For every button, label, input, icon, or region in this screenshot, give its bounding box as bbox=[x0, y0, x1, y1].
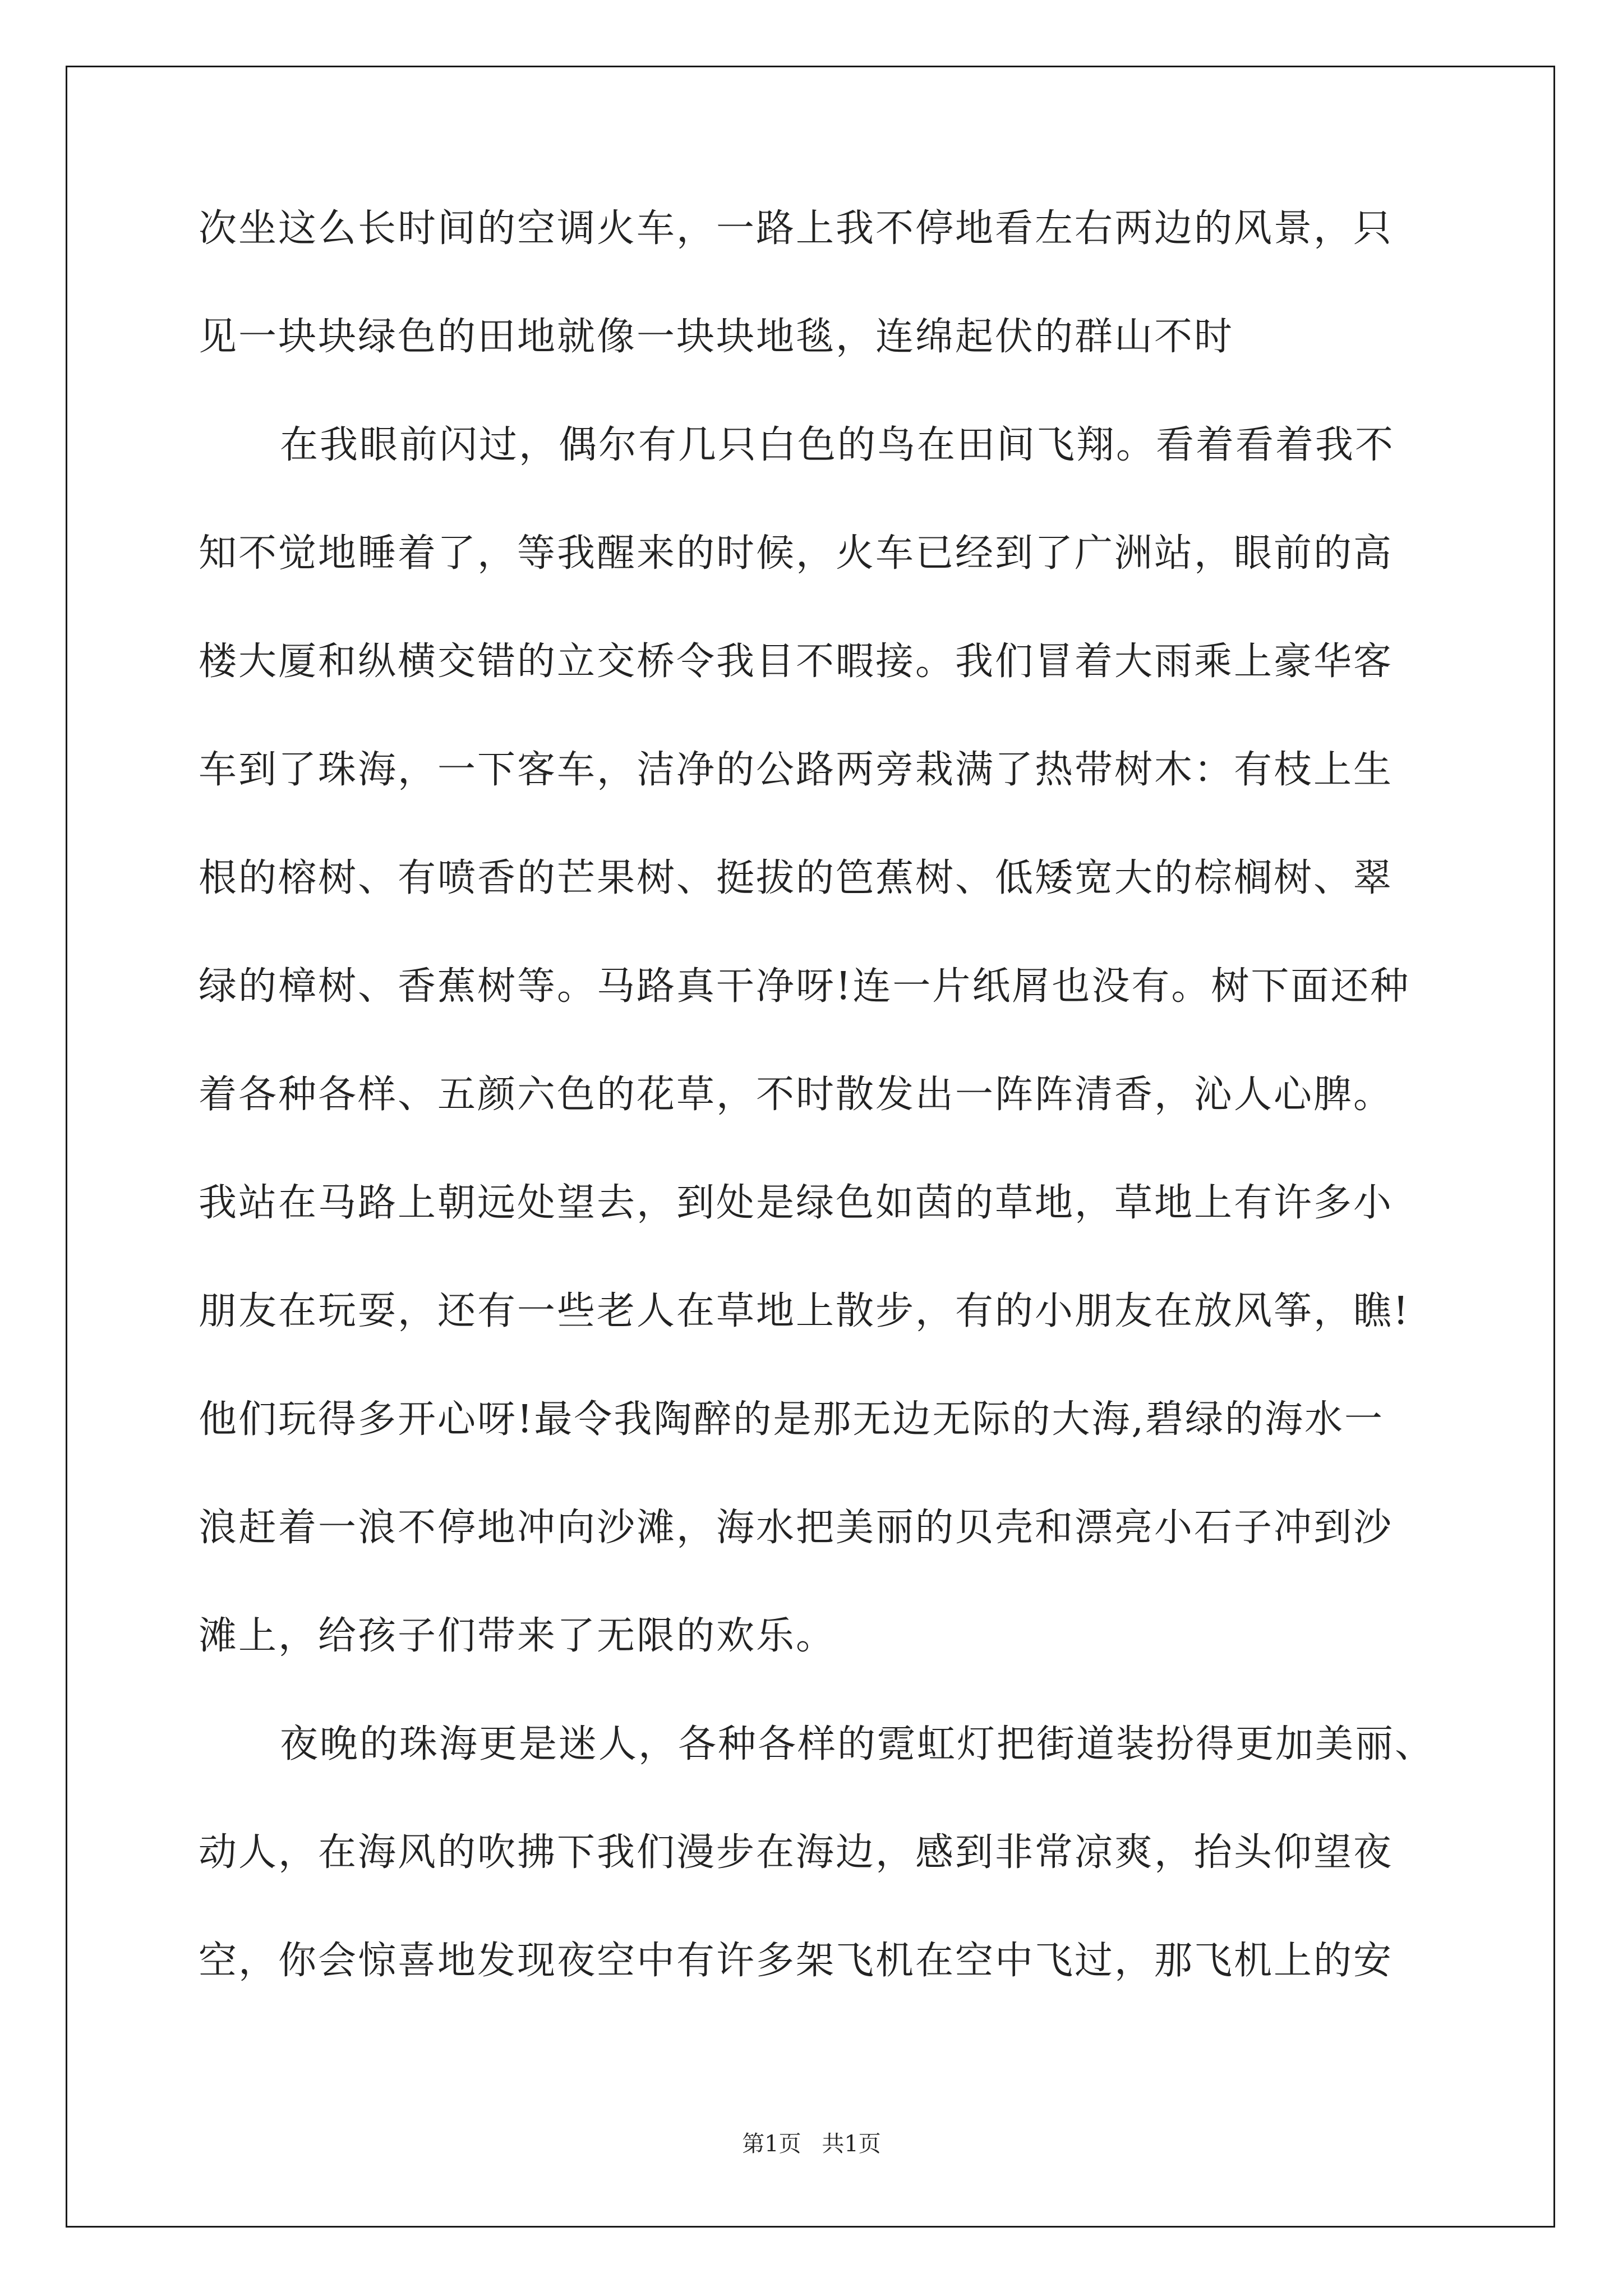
paragraph bbox=[199, 1722, 1435, 2050]
text-line: 次坐这么长时间的空调火车，一路上我不停地看左右两边的风景，只 bbox=[199, 206, 1394, 251]
text-line: 知不觉地睡着了，等我醒来的时候，火车已经到了广洲站，眼前的高 bbox=[199, 531, 1394, 576]
paragraph bbox=[199, 423, 1427, 1726]
text-line: 车到了珠海，一下客车，洁净的公路两旁栽满了热带树木：有枝上生 bbox=[199, 748, 1394, 792]
text-line: 我站在马路上朝远处望去，到处是绿色如茵的草地，草地上有许多小 bbox=[199, 1181, 1394, 1225]
text-line: 浪赶着一浪不停地冲向沙滩，海水把美丽的贝壳和漂亮小石子冲到沙 bbox=[199, 1506, 1394, 1550]
text-line: 他们玩得多开心呀!最令我陶醉的是那无边无际的大海,碧绿的海水一 bbox=[199, 1397, 1384, 1442]
text-line: 楼大厦和纵横交错的立交桥令我目不暇接。我们冒着大雨乘上豪华客 bbox=[199, 639, 1394, 684]
paragraph bbox=[199, 206, 1427, 426]
text-line: 绿的樟树、香蕉树等。马路真干净呀!连一片纸屑也没有。树下面还种 bbox=[199, 964, 1410, 1009]
page-total: 共1页 bbox=[822, 2131, 881, 2157]
text-line: 根的榕树、有喷香的芒果树、挺拔的笆蕉树、低矮宽大的棕榈树、翠 bbox=[199, 856, 1394, 900]
text-line: 动人，在海风的吹拂下我们漫步在海边，感到非常凉爽，抬头仰望夜 bbox=[199, 1830, 1394, 1875]
text-line: 夜晚的珠海更是迷人，各种各样的霓虹灯把街道装扮得更加美丽、 bbox=[280, 1722, 1435, 1766]
text-line: 空，你会惊喜地发现夜空中有许多架飞机在空中飞过，那飞机上的安 bbox=[199, 1939, 1394, 1983]
page-number: 第1页 bbox=[742, 2131, 801, 2157]
text-line: 在我眼前闪过，偶尔有几只白色的鸟在田间飞翔。看着看着我不 bbox=[280, 423, 1395, 467]
text-line: 着各种各样、五颜六色的花草，不时散发出一阵阵清香，沁人心脾。 bbox=[199, 1073, 1394, 1117]
text-line: 滩上，给孩子们带来了无限的欢乐。 bbox=[199, 1614, 836, 1658]
page-footer bbox=[0, 2126, 1623, 2158]
text-line: 朋友在玩耍，还有一些老人在草地上散步，有的小朋友在放风筝，瞧! bbox=[199, 1289, 1410, 1333]
text-line: 见一块块绿色的田地就像一块块地毯，连绵起伏的群山不时 bbox=[199, 315, 1234, 359]
document-body bbox=[199, 206, 1435, 2050]
